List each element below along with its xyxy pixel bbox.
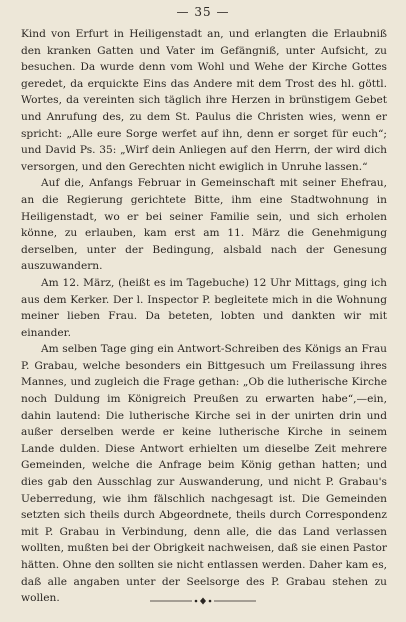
paragraph-petition: Auf die, Anfangs Februar in Gemeinschaft mit seiner Ehefrau, an die Regierung gerichtete Bitte, ihm eine Stadtwohnung in Heiligenstadt, wo er bei seiner Familie sein, und sich erholen könne, zu erlauben, kam erst am 11. März die Genehmigung derselben, unter der Bedingung, alsbald nach der Genesung auszuwandern.	[21, 177, 387, 273]
paragraph-kings-reply: Am selben Tage ging ein Antwort-Schreiben des Königs an Frau P. Grabau, welche besonders ein Bittgesuch um Freilassung ihres Mannes, und zugleich die Frage gethan: „Ob die lutherische Kirche noch Duldung im Königreich Preußen zu erwarten habe“,—ein, dahin lautend: Die lutherische Kirche sei in der unirten drin und außer derselben werde er keine lutherische Kirche in seinem Lande dulden. Diese Antwort erhielten um dieselbe Zeit mehrere Gemeinden, welche die Anfrage beim König gethan hatten; und dies gab den Ausschlag zur Auswanderung, und nicht P. Grabau's Ueberredung, wie ihm fälschlich nachgesagt ist. Die Gemeinden setzten sich theils durch Abgeordnete, theils durch Correspondenz mit P. Grabau in Verbindung, denn alle, die das Land verlassen wollten, mußten bei der Obrigkeit nachweisen, daß sie einen Pastor hätten. Ohne den sollten sie nicht entlassen werden. Daher kam es, daß alle angaben unter der Seelsorge des P. Grabau stehen zu wollen.	[21, 343, 387, 605]
paragraph-release: Am 12. März, (heißt es im Tagebuche) 12 Uhr Mittags, ging ich aus dem Kerker. Der l. Inspector P. begleitete mich in die Wohnung meiner lieben Frau. Da beteten, lobten und dankten wir mit einander.	[21, 276, 387, 339]
end-ornament-divider	[0, 596, 406, 606]
page-number: — 35 —	[176, 5, 230, 19]
paragraph-continuation: Kind von Erfurt in Heiligenstadt an, und erlangten die Erlaubniß den kranken Gatten und Vater im Gefängniß, unter Aufsicht, zu besuchen. Da wurde denn vom Wohl und Wehe der Kirche Gottes geredet, da erquickte Eins das Andere mit dem Trost des hl. göttl. Wortes, da vereinten sich täglich ihre Herzen in brünstigem Gebet und Anrufung des, zu dem St. Paulus die Christen wies, wenn er spricht: „Alle eure Sorge werfet auf ihn, denn er sorget für euch“; und David Ps. 35: „Wirf dein Anliegen auf den Herrn, der wird dich versorgen, und den Gerechten nicht ewiglich in Unruhe lassen.“	[21, 28, 387, 173]
body-text	[21, 26, 387, 607]
